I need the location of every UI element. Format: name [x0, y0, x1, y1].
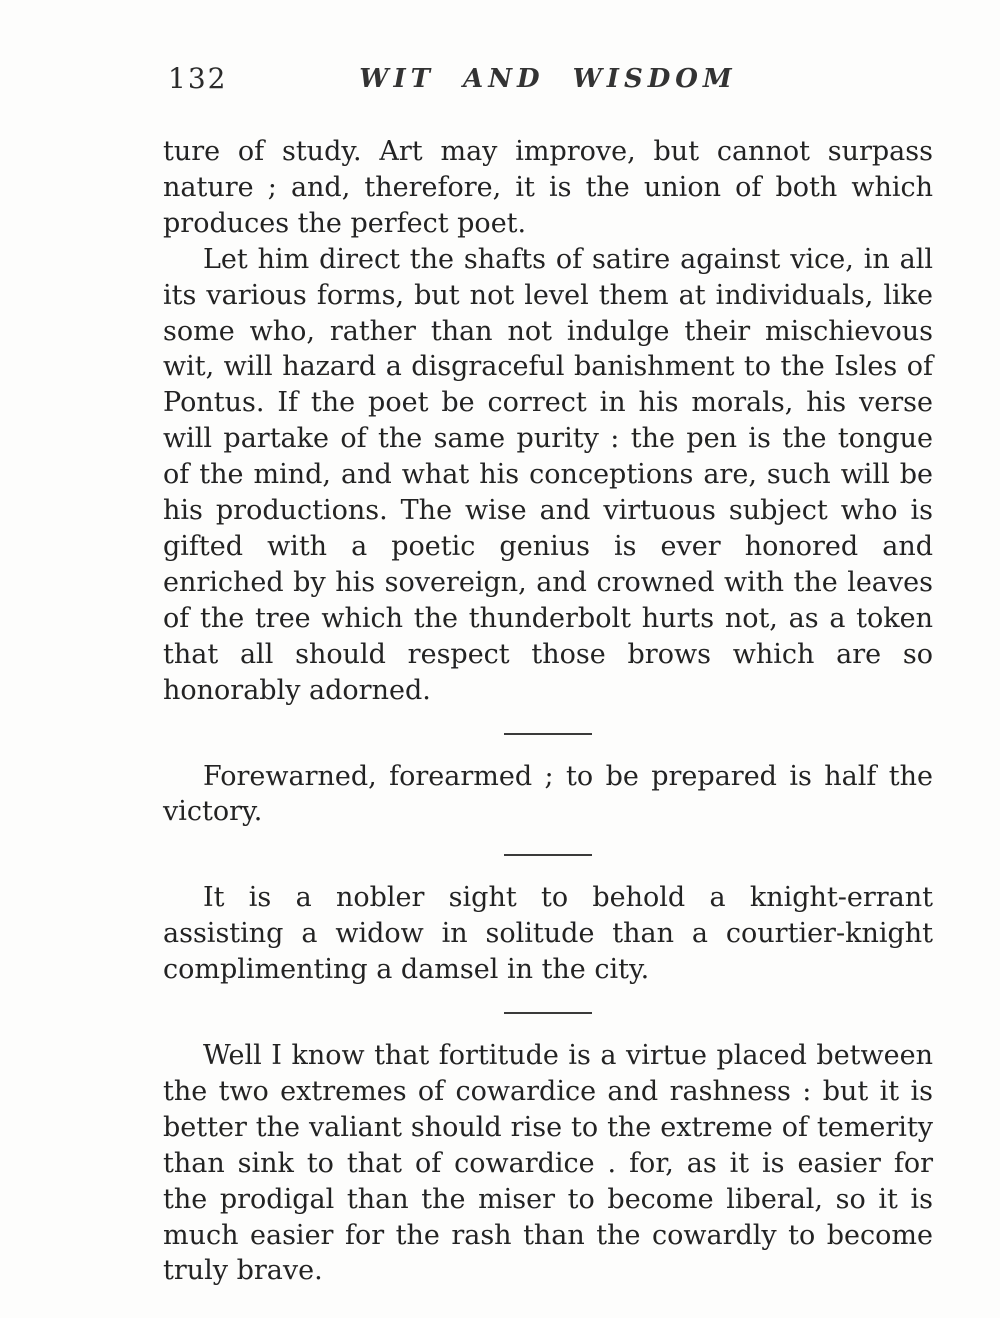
page-header	[163, 60, 933, 104]
page-number: 132	[168, 62, 228, 95]
running-title: WIT AND WISDOM	[359, 64, 737, 94]
paragraph: Let him direct the shafts of satire against vice, in all its various forms, but not level them at individuals, like some who, rather than not indulge their mischievous wit, will hazard a disgraceful banishment to the Isles of Pontus. If the poet be correct in his morals, his verse will partake of the same purity : the pen is the tongue of the mind, and what his conceptions are, such will be his productions. The wise and virtuous subject who is gifted with a poetic genius is ever honored and enriched by his sovereign, and crowned with the leaves of the tree which the thunderbolt hurts not, as a token that all should respect those brows which are so honorably adorned.	[163, 243, 933, 706]
paragraph: Well I know that fortitude is a virtue placed between the two extremes of cowardice and rashness : but it is better the valiant should rise to the extreme of temerity than sink to that of cowardice . for, as it is easier for the prodigal than the miser to become liberal, so it is much easier for the rash than the cowardly to become truly brave.	[163, 1040, 933, 1287]
section-divider	[504, 733, 592, 735]
section-divider	[504, 1012, 592, 1014]
paragraph: It is a nobler sight to behold a knight-errant assisting a widow in solitude than a courtier-knight complimenting a damsel in the city.	[163, 882, 933, 986]
section-divider	[504, 854, 592, 856]
paragraph: Forewarned, forearmed ; to be prepared is half the victory.	[163, 760, 933, 828]
text-column	[163, 60, 933, 1289]
paragraph-continuation: ture of study. Art may improve, but cannot surpass nature ; and, therefore, it is the union of both which produces the perfect poet.	[163, 136, 933, 239]
